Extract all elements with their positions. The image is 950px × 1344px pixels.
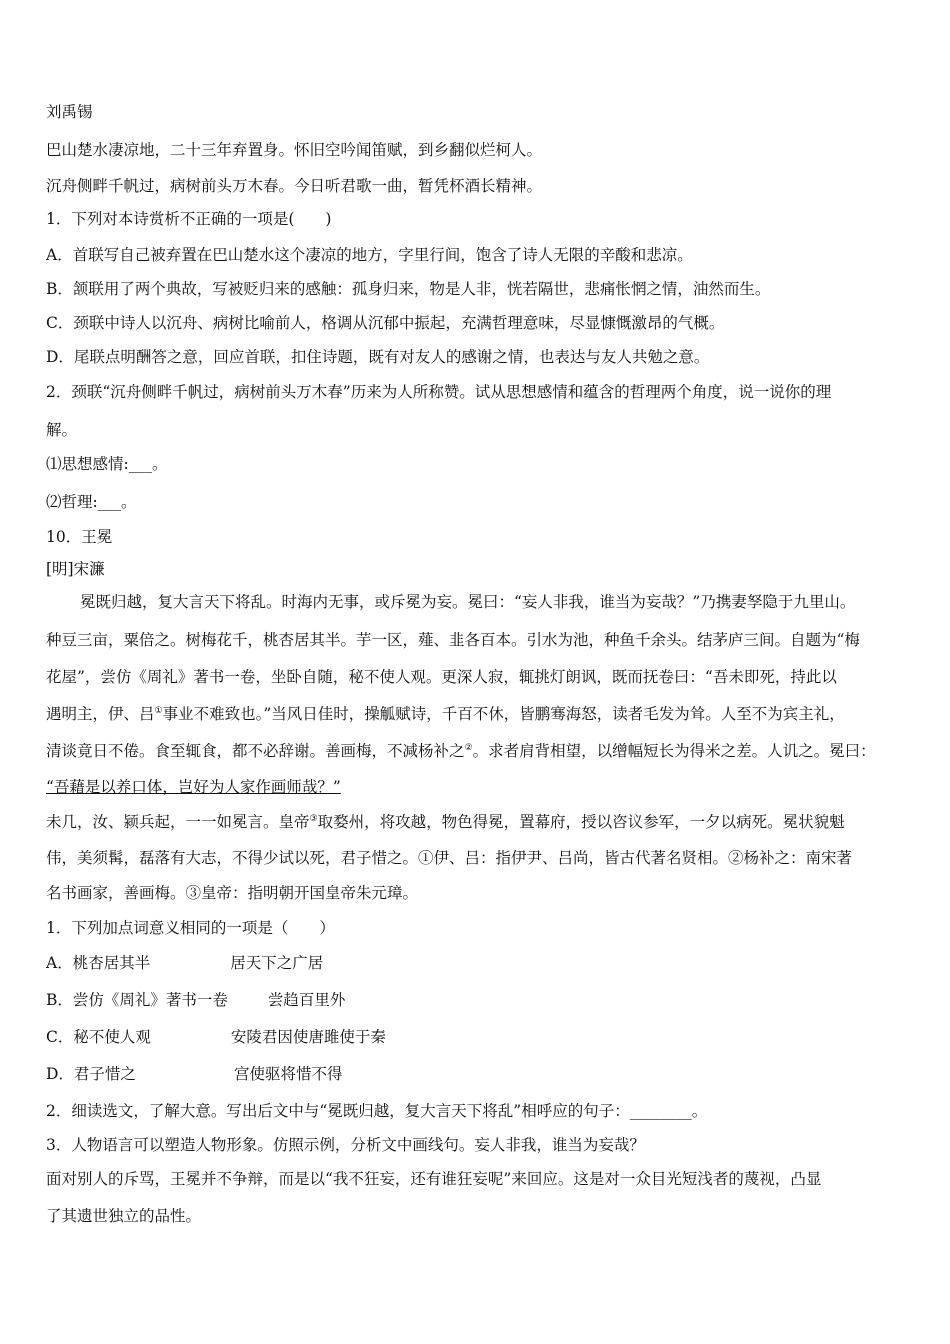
question-1-option-d: D．尾联点明酬答之意，回应首联，扣住诗题，既有对友人的感谢之情，也表达与友人共勉之意。 [46, 348, 710, 366]
passage-line-4 [46, 704, 845, 724]
passage-title: 10．王冕 [46, 528, 113, 546]
question-2-stem-cont: 解。 [46, 421, 78, 439]
question-3-option-d [46, 1064, 342, 1084]
question-4-stem: 2．细读选文，了解大意。写出后文中与“冕既归越，复大言天下将乱”相呼应的句子：________。 [46, 1102, 708, 1120]
passage-line-7 [46, 812, 845, 832]
question-5-example-line-1: 面对别人的斥骂，王冕并不争辩，而是以“我不狂妄，还有谁狂妄呢”来回应。这是对一众目光短浅者的蔑视，凸显 [46, 1170, 822, 1188]
option-b-right: 尝趋百里外 [267, 991, 346, 1009]
passage-line-2: 种豆三亩，粟倍之。树梅花千，桃杏居其半。芋一区，薤、韭各百本。引水为池，种鱼千余头。结茅庐三间。自题为“梅 [46, 631, 860, 649]
passage-line-5-b: 。求者肩背相望，以缯幅短长为得米之差。人讥之。冕曰： [472, 742, 876, 760]
poem-author: 刘禹锡 [46, 103, 93, 121]
option-c-right: 安陵君因使唐雎使于秦 [230, 1028, 386, 1046]
question-5-example-line-2: 了其遗世独立的品性。 [46, 1207, 202, 1225]
passage-line-4-a: 遇明主，伊、吕 [46, 705, 155, 723]
footnote-mark-2: ② [464, 742, 473, 753]
question-1-option-b: B．颔联用了两个典故，写被贬归来的感触：孤身归来，物是人非，恍若隔世，悲痛怅惘之情，油然而生。 [46, 280, 771, 298]
question-1-option-a: A．首联写自己被弃置在巴山楚水这个凄凉的地方，字里行间，饱含了诗人无限的辛酸和悲凉。 [46, 246, 693, 264]
passage-line-9: 名书画家，善画梅。③皇帝：指明朝开国皇帝朱元璋。 [46, 884, 419, 902]
poem-line-2: 沉舟侧畔千帆过，病树前头万木春。今日听君歌一曲，暂凭杯酒长精神。 [46, 177, 543, 195]
passage-line-5-a: 清谈竟日不倦。食至辄食，都不必辞谢。善画梅，不减杨补之 [46, 742, 465, 760]
question-1-option-c: C．颈联中诗人以沉舟、病树比喻前人，格调从沉郁中振起，充满哲理意味，尽显慷慨激昂的气概。 [46, 314, 725, 332]
passage-line-4-b: 事业不难致也。”当风日佳时，操觚赋诗，千百不休，皆鹏骞海怒，读者毛发为耸。人至不为宾主礼， [162, 705, 845, 723]
poem-line-1: 巴山楚水凄凉地，二十三年弃置身。怀旧空吟闻笛赋，到乡翻似烂柯人。 [46, 141, 543, 159]
option-a-right: 居天下之广居 [230, 954, 324, 972]
passage-line-1: 冕既归越，复大言天下将乱。时海内无事，或斥冕为妄。冕曰：“妄人非我，谁当为妄哉？”乃携妻孥隐于九里山。 [80, 593, 856, 611]
question-3-option-a [46, 953, 323, 973]
footnote-mark-1: ① [154, 705, 163, 716]
question-1-stem: 1．下列对本诗赏析不正确的一项是( ) [46, 210, 332, 228]
question-2-sub-2: ⑵哲理:___。 [46, 493, 137, 511]
option-c-left: C．秘不使人观 [46, 1028, 151, 1046]
option-d-right: 宫使驱将惜不得 [233, 1065, 343, 1083]
option-b-left: B．尝仿《周礼》著书一卷 [46, 991, 228, 1009]
passage-underlined-sentence: “吾藉是以养口体，岂好为人家作画师哉？” [46, 778, 341, 796]
passage-line-8: 伟，美须髯，磊落有大志，不得少试以死，君子惜之。①伊、吕：指伊尹、吕尚，皆古代著名贤相。②杨补之：南宋著 [46, 849, 853, 867]
passage-line-3: 花屋”，尝仿《周礼》著书一卷，坐卧自随，秘不使人观。更深人寂，辄挑灯朗讽，既而抚卷曰：“吾未即死，持此以 [46, 668, 837, 686]
passage-line-7-a: 未几，汝、颍兵起，一一如冕言。皇帝 [46, 813, 310, 831]
question-2-sub-1: ⑴思想感情:___。 [46, 455, 168, 473]
question-2-stem: 2．颈联“沉舟侧畔千帆过，病树前头万木春”历来为人所称赞。试从思想感情和蕴含的哲理两个角度，说一说你的理 [46, 383, 832, 401]
question-3-option-c [46, 1027, 386, 1047]
footnote-mark-3: ③ [309, 813, 318, 824]
question-5-stem: 3．人物语言可以塑造人物形象。仿照示例，分析文中画线句。妄人非我，谁当为妄哉？ [46, 1136, 645, 1154]
passage-line-7-b: 取婺州，将攻越，物色得冕，置幕府，授以咨议参军，一夕以病死。冕状貌魁 [317, 813, 845, 831]
question-3-option-b [46, 990, 345, 1010]
passage-author: [明]宋濂 [46, 560, 105, 578]
question-3-stem: 1．下列加点词意义相同的一项是（ ） [46, 919, 335, 937]
option-a-left: A．桃杏居其半 [46, 954, 151, 972]
option-d-left: D．君子惜之 [46, 1065, 136, 1083]
passage-line-5 [46, 741, 876, 761]
